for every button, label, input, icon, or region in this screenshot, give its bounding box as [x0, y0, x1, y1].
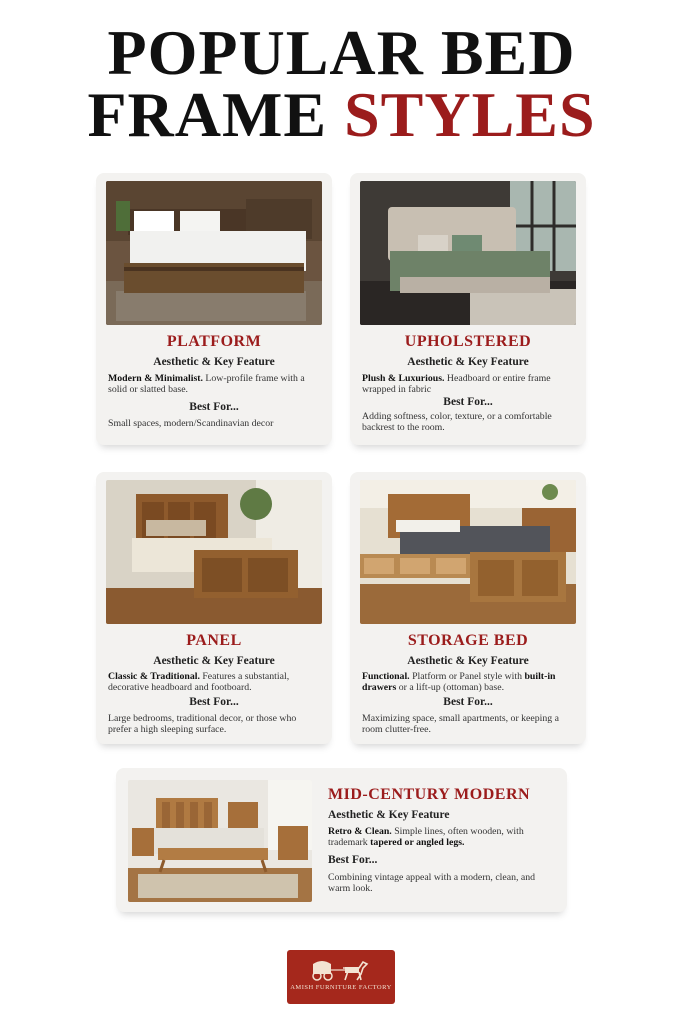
card-best-for-text: Maximizing space, small apartments, or keeping a room clutter-free. — [362, 713, 559, 735]
logo-text: AMISH FURNITURE FACTORY — [290, 984, 392, 991]
page-title — [0, 17, 683, 150]
card-heading: PANEL — [186, 632, 242, 649]
feature-text: Platform or Panel style with — [409, 671, 525, 682]
card-feature-text — [108, 671, 320, 693]
brand-logo[interactable] — [287, 950, 395, 1004]
feature-text: Headboard or entire frame wrapped in fabric — [362, 373, 551, 395]
card-subheading: Aesthetic & Key Feature — [407, 356, 529, 368]
card-best-for-heading: Best For... — [189, 696, 239, 708]
mid-century-bed-photo — [128, 780, 312, 902]
panel-bed-photo — [106, 480, 322, 624]
card-best-for-text: Adding softness, color, texture, or a comfortable backrest to the room. — [362, 411, 552, 433]
title-line-1: POPULAR BED — [107, 17, 576, 88]
feature-bold-2: built-in drawers — [362, 671, 556, 693]
card-best-for-text: Combining vintage appeal with a modern, clean, and warm look. — [328, 872, 536, 894]
card-best-for-heading: Best For... — [328, 854, 378, 866]
horse-buggy-icon — [311, 958, 371, 982]
card-storage-bed — [350, 472, 586, 744]
title-line-2-accent: STYLES — [344, 79, 596, 150]
card-subheading: Aesthetic & Key Feature — [153, 356, 275, 368]
feature-text: Low-profile frame with a solid or slatted base. — [108, 373, 305, 395]
card-panel — [96, 472, 332, 744]
card-feature-text — [328, 826, 548, 848]
card-upholstered — [350, 173, 586, 445]
card-feature-text — [108, 373, 320, 395]
feature-text: Features a substantial, decorative headboard and footboard. — [108, 671, 290, 693]
card-best-for-heading: Best For... — [189, 401, 239, 413]
card-best-for-text: Small spaces, modern/Scandinavian decor — [108, 418, 274, 429]
upholstered-bed-photo — [360, 181, 576, 325]
feature-bold: Retro & Clean. — [328, 826, 392, 837]
card-best-for-text: Large bedrooms, traditional decor, or those who prefer a high sleeping surface. — [108, 713, 297, 735]
card-subheading: Aesthetic & Key Feature — [153, 655, 275, 667]
card-best-for-heading: Best For... — [443, 396, 493, 408]
title-line-2-plain: FRAME — [87, 79, 345, 150]
feature-bold-2: tapered or angled legs. — [370, 837, 465, 848]
card-subheading: Aesthetic & Key Feature — [407, 655, 529, 667]
platform-bed-photo — [106, 181, 322, 325]
card-heading: STORAGE BED — [407, 632, 529, 649]
card-best-for-heading: Best For... — [443, 696, 493, 708]
feature-text-2: or a lift-up (ottoman) base. — [396, 682, 505, 693]
card-heading: PLATFORM — [166, 333, 262, 350]
card-feature-text — [362, 373, 574, 395]
card-mid-century-modern — [116, 768, 567, 912]
feature-bold: Plush & Luxurious. — [362, 373, 445, 384]
card-heading: MID-CENTURY MODERN — [328, 786, 531, 803]
card-feature-text — [362, 671, 574, 693]
card-platform — [96, 173, 332, 445]
feature-bold: Modern & Minimalist. — [108, 373, 203, 384]
feature-text: Simple lines, often wooden, with trademark — [328, 826, 524, 848]
storage-bed-photo — [360, 480, 576, 624]
feature-bold: Functional. — [362, 671, 410, 682]
card-heading: UPHOLSTERED — [404, 333, 532, 350]
title-line-2 — [0, 79, 683, 150]
card-subheading: Aesthetic & Key Feature — [328, 809, 450, 821]
feature-bold: Classic & Traditional. — [108, 671, 200, 682]
